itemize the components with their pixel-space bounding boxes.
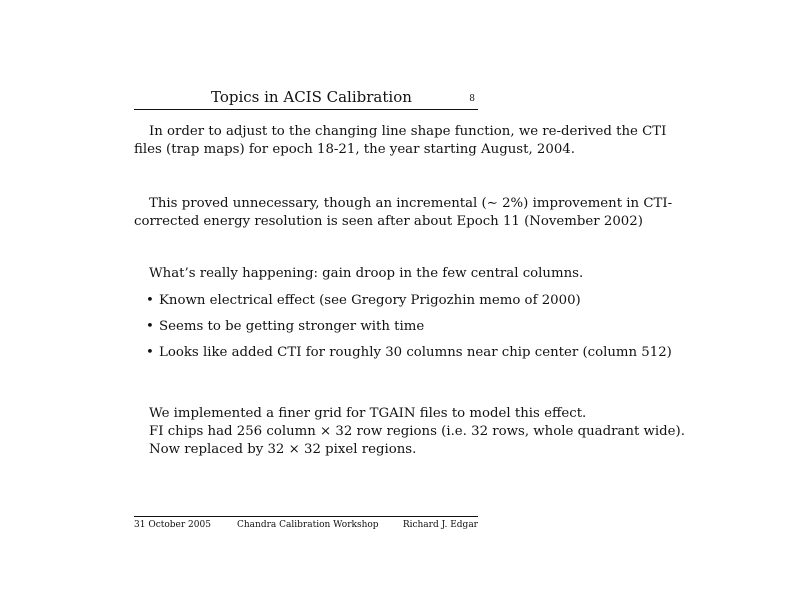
bullet-icon: • xyxy=(146,345,154,360)
footer-rule xyxy=(134,516,478,517)
list-item xyxy=(146,292,672,318)
slide-title: Topics in ACIS Calibration xyxy=(211,88,412,106)
tgain-line: FI chips had 256 column × 32 row regions (i.e. 32 rows, whole quadrant wide). xyxy=(149,424,685,439)
paragraph-tgain xyxy=(149,405,685,459)
bullet-icon: • xyxy=(146,319,154,334)
footer-author: Richard J. Edgar xyxy=(402,520,478,530)
list-item xyxy=(146,344,672,370)
slide-footer xyxy=(134,520,478,534)
footer-date: 31 October 2005 xyxy=(134,520,211,530)
paragraph-cti-files: In order to adjust to the changing line shape function, we re-derived the CTI files (trap maps) for epoch 18-21, the year starting August, 2004. xyxy=(134,124,667,157)
tgain-line: We implemented a finer grid for TGAIN files to model this effect. xyxy=(149,406,587,421)
slide-header xyxy=(134,88,478,108)
footer-event: Chandra Calibration Workshop xyxy=(237,520,379,530)
bullet-list xyxy=(146,292,672,370)
page-number: 8 xyxy=(469,94,475,104)
bullet-text: Seems to be getting stronger with time xyxy=(159,319,425,334)
header-rule xyxy=(134,109,478,110)
tgain-line: Now replaced by 32 × 32 pixel regions. xyxy=(149,442,417,457)
bullet-text: Known electrical effect (see Gregory Prigozhin memo of 2000) xyxy=(159,293,581,308)
paragraph-improvement: This proved unnecessary, though an incremental (∼ 2%) improvement in CTI-corrected energy resolution is seen after about Epoch 11 (November 2002) xyxy=(134,196,673,229)
bullet-icon: • xyxy=(146,293,154,308)
paragraph-gain-droop: What’s really happening: gain droop in the few central columns. xyxy=(149,266,584,281)
bullet-text: Looks like added CTI for roughly 30 columns near chip center (column 512) xyxy=(159,345,672,360)
list-item xyxy=(146,318,672,344)
